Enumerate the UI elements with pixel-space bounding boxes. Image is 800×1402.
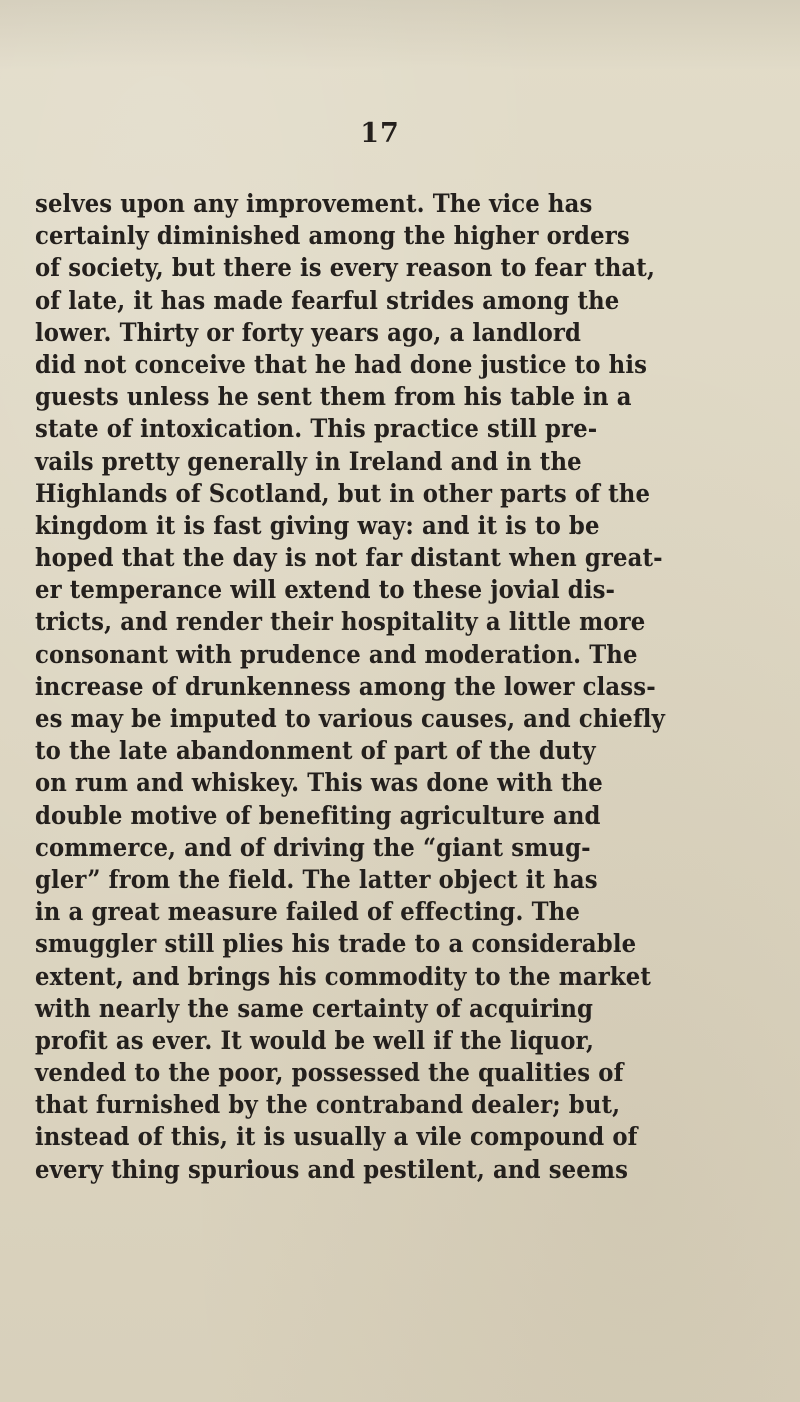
- text-line: kingdom it is fast giving way: and it is to be: [35, 510, 600, 540]
- text-line: increase of drunkenness among the lower class-: [35, 671, 656, 701]
- text-line: hoped that the day is not far distant when great-: [35, 543, 663, 573]
- text-line: Highlands of Scotland, but in other parts of the: [35, 478, 651, 508]
- text-line: of society, but there is every reason to fear that,: [35, 253, 656, 283]
- text-line: consonant with prudence and moderation. The: [35, 639, 638, 669]
- text-line: smuggler still plies his trade to a considerable: [35, 929, 637, 959]
- text-line: did not conceive that he had done justice to his: [35, 349, 648, 379]
- page-number: 17: [360, 118, 400, 149]
- text-line: instead of this, it is usually a vile compound of: [35, 1122, 638, 1152]
- text-line: every thing spurious and pestilent, and seems: [35, 1154, 629, 1184]
- text-line: gler” from the field. The latter object it has: [35, 864, 598, 894]
- text-line: certainly diminished among the higher orders: [35, 221, 630, 251]
- text-line: that furnished by the contraband dealer; but,: [35, 1090, 621, 1120]
- page-top-shadow: [0, 0, 800, 70]
- text-line: selves upon any improvement. The vice has: [35, 189, 593, 218]
- text-line: state of intoxication. This practice still pre-: [35, 414, 598, 444]
- body-text: [35, 188, 800, 1186]
- text-line: vended to the poor, possessed the qualities of: [35, 1058, 624, 1088]
- text-line: on rum and whiskey. This was done with the: [35, 768, 603, 798]
- text-line: double motive of benefiting agriculture and: [35, 800, 601, 830]
- text-line: profit as ever. It would be well if the liquor,: [35, 1025, 595, 1055]
- text-line: with nearly the same certainty of acquiring: [35, 993, 594, 1023]
- text-line: er temperance will extend to these jovial dis-: [35, 575, 616, 605]
- text-line: of late, it has made fearful strides among the: [35, 285, 620, 315]
- text-line: vails pretty generally in Ireland and in the: [35, 446, 582, 476]
- text-line: to the late abandonment of part of the duty: [35, 736, 596, 766]
- text-line: es may be imputed to various causes, and chiefly: [35, 704, 665, 733]
- text-line: in a great measure failed of effecting. The: [35, 897, 580, 927]
- text-line: commerce, and of driving the “giant smug-: [35, 832, 591, 862]
- text-line: extent, and brings his commodity to the market: [35, 961, 652, 991]
- text-line: tricts, and render their hospitality a little more: [35, 607, 646, 637]
- text-line: lower. Thirty or forty years ago, a landlord: [35, 317, 582, 347]
- text-line: guests unless he sent them from his table in a: [35, 382, 632, 412]
